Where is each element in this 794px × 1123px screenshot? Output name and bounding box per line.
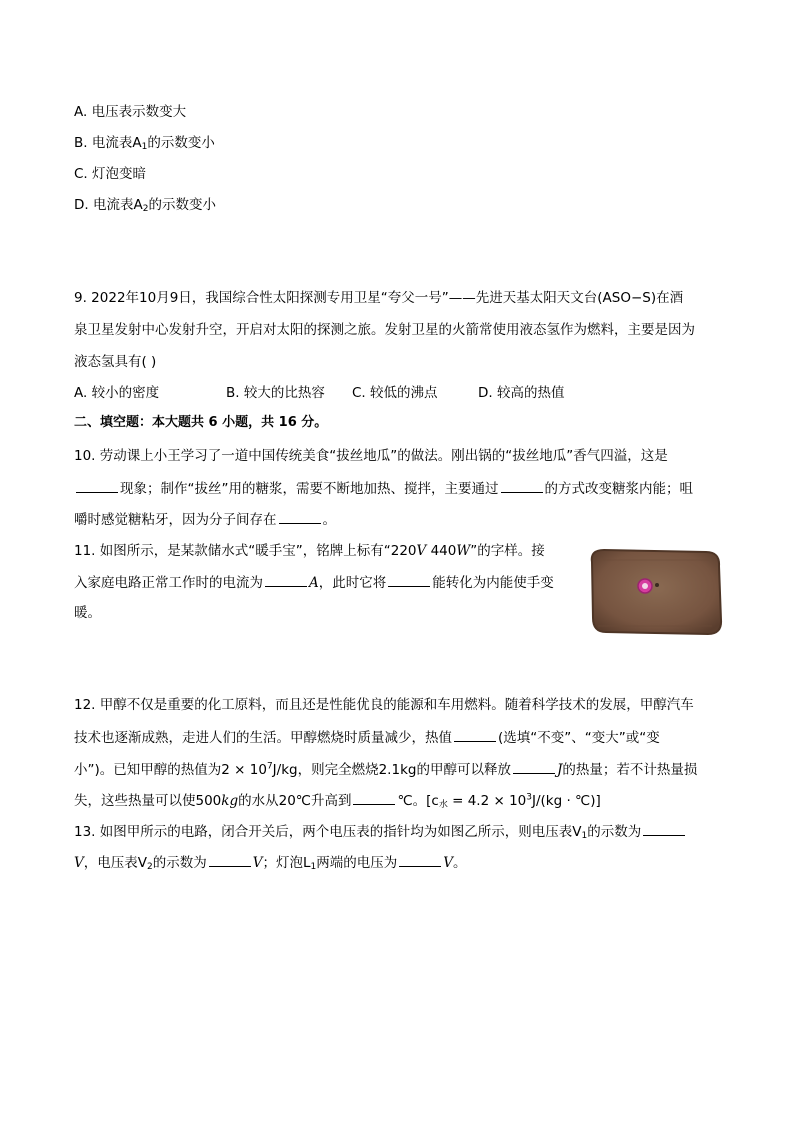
q12-blank-2[interactable] xyxy=(513,759,555,774)
q8-option-d: D. 电流表$A_2$的示数变小 xyxy=(74,197,216,214)
q10-line-1: 10. 劳动课上小王学习了一道中国传统美食“拔丝地瓜”的做法。刚出锅的“拔丝地瓜”香气四溢，这是 xyxy=(74,448,668,464)
q12-line-3: 小”)。已知甲醇的热值为$2 \times 10^7J/kg$，则完全燃烧2.1kg的甲醇可以释放 J的热量；若不计热量损 xyxy=(74,759,697,780)
q12-blank-1[interactable] xyxy=(454,727,496,742)
q10-blank-2[interactable] xyxy=(501,478,543,493)
q9-line-1: 9. 2022年10月9日，我国综合性太阳探测专用卫星“夸父一号”——先进天基太阳天文台(ASO−S)在酒 xyxy=(74,290,684,306)
q12-line-2: 技术也逐渐成熟，走进人们的生活。甲醇燃烧时质量减少，热值 (选填“不变”、“变大”或“变 xyxy=(74,727,660,748)
section-heading: 二、填空题：本大题共 6 小题，共 16 分。 xyxy=(74,415,328,430)
q10-blank-1[interactable] xyxy=(76,478,118,493)
q11-line-2: 入家庭电路正常工作时的电流为 A，此时它将 能转化为内能使手变 xyxy=(74,572,554,593)
q9-option-c: C. 较低的沸点 xyxy=(352,385,438,401)
q9-line-3: 液态氢具有( ) xyxy=(74,354,157,370)
q9-option-d: D. 较高的热值 xyxy=(478,385,565,401)
q9-line-2: 泉卫星发射中心发射升空，开启对太阳的探测之旅。发射卫星的火箭常使用液态氢作为燃料，主要是因为 xyxy=(74,322,695,338)
hand-warmer-image xyxy=(588,546,724,638)
q13-line-1: 13. 如图甲所示的电路，闭合开关后，两个电压表的指针均为如图乙所示，则电压表$V_1$的示数为 xyxy=(74,821,687,842)
q11-blank-1[interactable] xyxy=(265,572,307,587)
q13-line-2: V，电压表$V_2$的示数为 V；灯泡$L_1$两端的电压为 V。 xyxy=(74,852,467,873)
q10-line-3: 嚼时感觉糖粘牙，因为分子间存在 。 xyxy=(74,509,336,530)
q12-line-4: 失，这些热量可以使500kg的水从20℃升高到 ℃。[$c_水 = 4.2 \times 10^3J/(kg$ · ℃)] xyxy=(74,790,601,811)
q9-option-b: B. 较大的比热容 xyxy=(226,385,325,401)
q13-blank-1[interactable] xyxy=(643,821,685,836)
q11-blank-2[interactable] xyxy=(388,572,430,587)
q12-blank-3[interactable] xyxy=(353,790,395,805)
q8-option-a: A. 电压表示数变大 xyxy=(74,104,187,120)
q11-line-1: 11. 如图所示，是某款储水式“暖手宝”，铭牌上标有“220V 440W”的字样。接 xyxy=(74,543,545,559)
q10-line-2: 现象；制作“拔丝”用的糖浆，需要不断地加热、搅拌，主要通过 的方式改变糖浆内能；咀 xyxy=(74,478,693,499)
q8-option-c: C. 灯泡变暗 xyxy=(74,166,147,182)
q13-blank-2[interactable] xyxy=(209,852,251,867)
q9-options xyxy=(74,383,720,403)
q12-line-1: 12. 甲醇不仅是重要的化工原料，而且还是性能优良的能源和车用燃料。随着科学技术的发展，甲醇汽车 xyxy=(74,697,694,713)
q8-option-b: B. 电流表$A_1$的示数变小 xyxy=(74,135,215,152)
q10-blank-3[interactable] xyxy=(279,509,321,524)
q11-line-3: 暖。 xyxy=(74,605,101,621)
q9-option-a: A. 较小的密度 xyxy=(74,385,160,401)
q13-blank-3[interactable] xyxy=(399,852,441,867)
